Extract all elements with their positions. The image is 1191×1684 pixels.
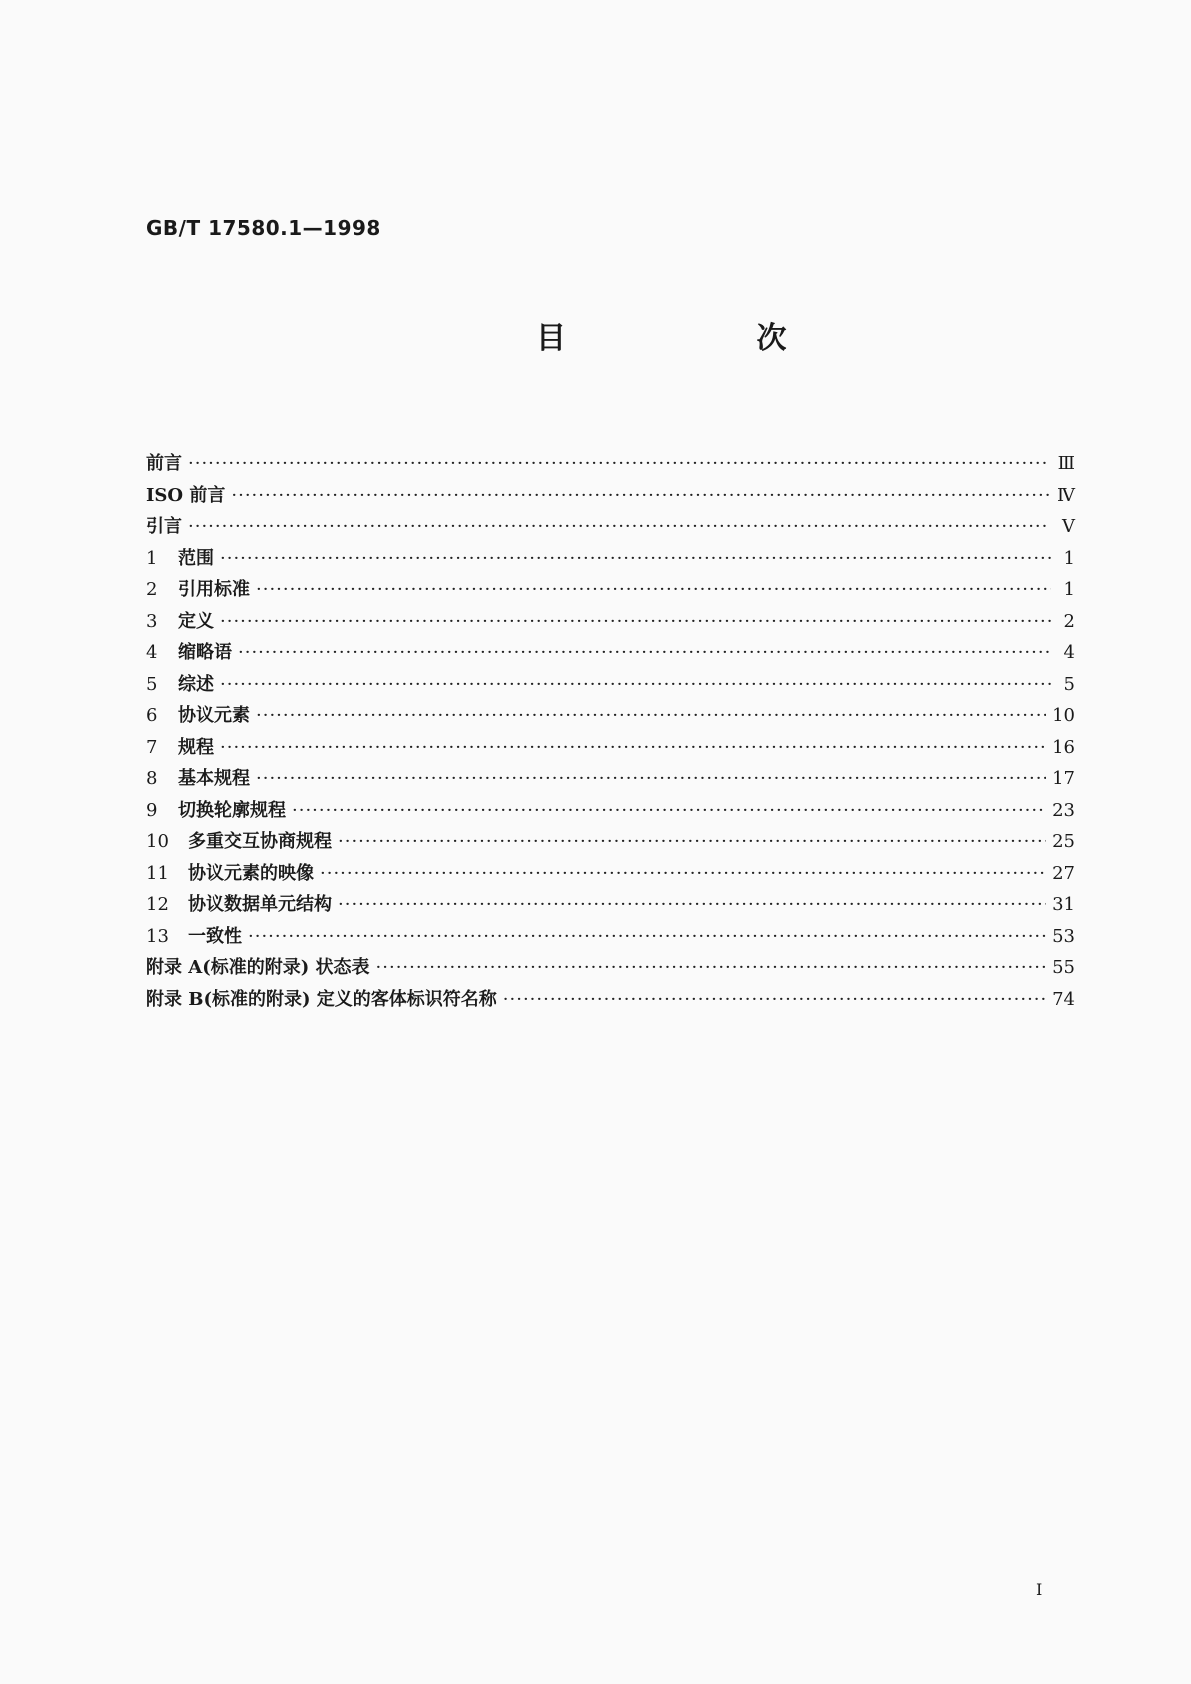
toc-entry-9[interactable]: [146, 795, 1075, 827]
toc-entry-title: 引言: [146, 516, 182, 537]
toc-entry-page: 1: [1063, 547, 1075, 569]
toc-entry-page: 1: [1063, 579, 1075, 600]
toc-entry-title: 切换轮廓规程: [178, 799, 286, 821]
toc-leader-dots: [220, 669, 1051, 701]
toc-leader-dots: [338, 826, 1046, 858]
toc-leader-dots: [188, 448, 1051, 480]
toc-entry-4[interactable]: [146, 637, 1075, 669]
toc-entry-number: 4: [146, 642, 158, 663]
toc-entry-12[interactable]: [146, 889, 1075, 921]
toc-leader-dots: [238, 637, 1051, 669]
toc-entry-number: 6: [146, 705, 158, 726]
page-title: 目 次: [536, 321, 877, 356]
toc-leader-dots: [256, 574, 1051, 606]
toc-entry-title: 缩略语: [178, 642, 232, 663]
toc-entry-number: 8: [146, 768, 158, 789]
toc-entry-page: 10: [1052, 705, 1075, 726]
toc-leader-dots: [220, 543, 1051, 575]
toc-entry-title: 协议元素: [178, 705, 250, 726]
toc-entry-page: 31: [1052, 894, 1075, 915]
toc-entry-page: 16: [1052, 736, 1075, 758]
toc-entry-title: 引用标准: [178, 579, 250, 600]
toc-entry-introduction[interactable]: [146, 511, 1075, 543]
toc-entry-page: 2: [1063, 610, 1075, 632]
toc-entry-6[interactable]: [146, 700, 1075, 732]
toc-entry-title: 协议数据单元结构: [188, 894, 332, 915]
toc-entry-number: 1: [146, 547, 158, 569]
toc-entry-title: ISO 前言: [146, 484, 226, 506]
toc-entry-title: 范围: [178, 547, 214, 569]
toc-entry-title: 基本规程: [178, 768, 250, 789]
toc-entry-page: 53: [1052, 925, 1075, 947]
standard-code: GB/T 17580.1—1998: [146, 216, 381, 240]
toc-entry-3[interactable]: [146, 606, 1075, 638]
toc-entry-title: 定义: [178, 610, 214, 632]
toc-leader-dots: [256, 700, 1046, 732]
toc-entry-number: 9: [146, 799, 158, 821]
toc-entry-number: 5: [146, 673, 158, 695]
toc-entry-title: 一致性: [188, 925, 242, 947]
toc-entry-11[interactable]: [146, 858, 1075, 890]
toc-leader-dots: [320, 858, 1046, 890]
toc-entry-title: 综述: [178, 673, 214, 695]
toc-entry-5[interactable]: [146, 669, 1075, 701]
toc-entry-page: 74: [1052, 988, 1075, 1010]
toc-entry-page: 23: [1052, 799, 1075, 821]
toc-entry-page: 4: [1063, 642, 1075, 663]
toc-leader-dots: [292, 795, 1046, 827]
toc-entry-page: 27: [1052, 862, 1075, 884]
toc-entry-number: 7: [146, 736, 158, 758]
toc-entry-title: 附录 A(标准的附录) 状态表: [146, 957, 370, 978]
table-of-contents: [146, 448, 1075, 1015]
toc-entry-2[interactable]: [146, 574, 1075, 606]
toc-entry-appendix-b[interactable]: [146, 984, 1075, 1016]
toc-leader-dots: [248, 921, 1046, 953]
toc-entry-page: Ⅲ: [1057, 453, 1075, 474]
toc-entry-page: 25: [1052, 831, 1075, 852]
toc-entry-number: 11: [146, 862, 169, 884]
toc-entry-10[interactable]: [146, 826, 1075, 858]
toc-entry-title: 多重交互协商规程: [188, 831, 332, 852]
toc-entry-7[interactable]: [146, 732, 1075, 764]
toc-entry-page: 17: [1052, 768, 1075, 789]
toc-leader-dots: [338, 889, 1046, 921]
toc-entry-preface[interactable]: [146, 448, 1075, 480]
toc-leader-dots: [376, 952, 1047, 984]
toc-entry-number: 13: [146, 925, 169, 947]
toc-leader-dots: [220, 606, 1051, 638]
toc-entry-page: 55: [1052, 957, 1075, 978]
toc-entry-title: 协议元素的映像: [188, 862, 314, 884]
toc-entry-8[interactable]: [146, 763, 1075, 795]
toc-entry-title: 附录 B(标准的附录) 定义的客体标识符名称: [146, 988, 497, 1010]
toc-leader-dots: [188, 511, 1051, 543]
toc-entry-number: 2: [146, 579, 158, 600]
toc-entry-page: 5: [1063, 673, 1075, 695]
toc-entry-appendix-a[interactable]: [146, 952, 1075, 984]
toc-entry-number: 10: [146, 831, 169, 852]
toc-leader-dots: [503, 984, 1046, 1016]
toc-entry-title: 规程: [178, 736, 214, 758]
toc-entry-page: Ⅳ: [1057, 484, 1075, 506]
toc-entry-page: Ⅴ: [1062, 516, 1075, 537]
toc-leader-dots: [220, 732, 1046, 764]
toc-entry-1[interactable]: [146, 543, 1075, 575]
page-number: I: [1036, 1580, 1043, 1599]
toc-entry-number: 3: [146, 610, 158, 632]
toc-entry-number: 12: [146, 894, 169, 915]
toc-leader-dots: [231, 480, 1051, 512]
toc-entry-iso-preface[interactable]: [146, 480, 1075, 512]
toc-entry-13[interactable]: [146, 921, 1075, 953]
toc-entry-title: 前言: [146, 453, 182, 474]
toc-leader-dots: [256, 763, 1046, 795]
